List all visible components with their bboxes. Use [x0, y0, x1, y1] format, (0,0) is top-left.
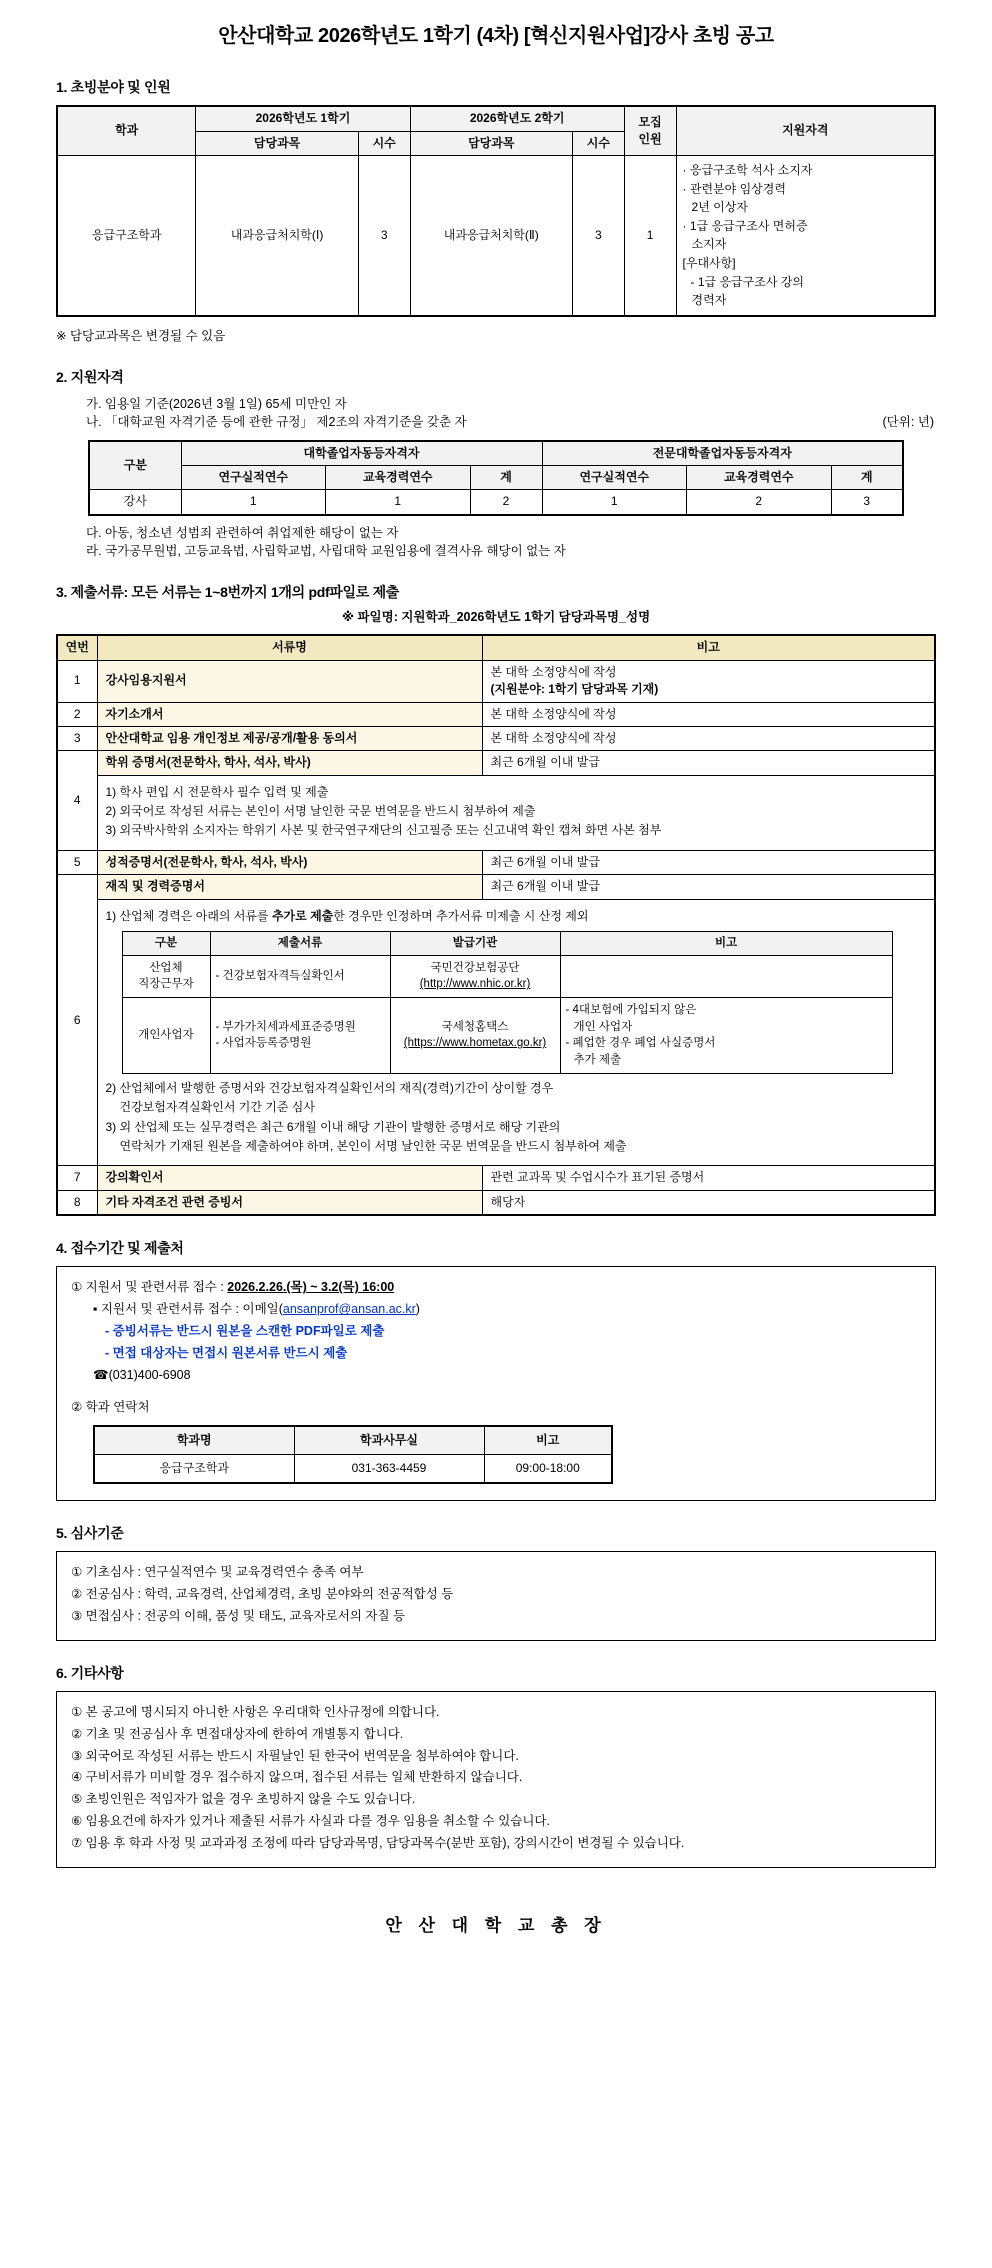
col-subject-1: 담당과목 [196, 131, 358, 155]
cell-row-label: 강사 [89, 490, 181, 515]
cell-remark [560, 955, 892, 997]
doc6-line-1-bold: 추가로 제출 [271, 908, 334, 923]
table-row [122, 955, 892, 997]
section-3-filename-note: ※ 파일명: 지원학과_2026학년도 1학기 담당과목명_성명 [341, 610, 651, 625]
qual-line-6: - 1급 응급구조사 강의 [690, 274, 804, 289]
cell-subject-2: 내과응급처치학(Ⅱ) [410, 156, 572, 316]
cell-doc-name: 안산대학교 임용 개인정보 제공/공개/활용 동의서 [97, 726, 482, 750]
section-2-item-2: 다. 아동, 청소년 성범죄 관련하여 취업제한 해당이 없는 자 [86, 525, 399, 540]
section-2-item-0: 가. 임용일 기준(2026년 3월 1일) 65세 미만인 자 [86, 397, 347, 412]
cell-doc-name: 자기소개서 [97, 702, 482, 726]
remark-line-1: 개인 사업자 [573, 1020, 633, 1033]
col-dept-office: 학과사무실 [294, 1426, 484, 1455]
cell-qualification [676, 156, 935, 316]
section-2-item-1-wrap [86, 413, 950, 431]
remark-line-2: - 폐업한 경우 폐업 사실증명서 [565, 1037, 716, 1050]
industry-docs-table [122, 931, 893, 1074]
section-3-heading: 3. 제출서류: 모든 서류는 1~8번까지 1개의 pdf파일로 제출 [56, 583, 400, 600]
section-4-heading: 4. 접수기간 및 제출처 [56, 1240, 184, 1257]
cell-no: 1 [57, 660, 97, 702]
col-college-total: 계 [831, 465, 903, 489]
cell-no: 7 [57, 1166, 97, 1190]
submit-email-post: ) [415, 1302, 420, 1317]
qual-line-5: [우대사항] [682, 256, 736, 271]
cell-no: 8 [57, 1190, 97, 1215]
section-2-item-3: 라. 국가공무원법, 고등교육법, 사립학교법, 사립대학 교원임용에 결격사유 해당이 없는 자 [86, 543, 566, 558]
cell-univ-research: 1 [181, 490, 326, 515]
col-issuer: 발급기관 [390, 932, 560, 956]
cell-issuer [390, 998, 560, 1074]
cell-remark: 최근 6개월 이내 발급 [482, 875, 935, 899]
other-item-1: ② 기초 및 전공심사 후 면접대상자에 한하여 개별통지 합니다. [71, 1726, 404, 1741]
col-univ-total: 계 [470, 465, 542, 489]
cell-remark [560, 998, 892, 1074]
other-item-2: ③ 외국어로 작성된 서류는 반드시 자필날인 된 한국어 번역문을 첨부하여야 합니다. [71, 1748, 519, 1763]
section-6-heading: 6. 기타사항 [56, 1664, 124, 1681]
dept-contact-table [93, 1425, 613, 1484]
table-row [57, 875, 935, 899]
col-qualification: 지원자격 [676, 106, 935, 155]
cell-doc4-details [97, 775, 935, 850]
col-dept: 학과 [57, 106, 196, 155]
cell-submit-docs [210, 955, 390, 997]
cell-doc-name: 성적증명서(전문학사, 학사, 석사, 박사) [97, 850, 482, 874]
docs-line-0: - 건강보험자격득실확인서 [215, 970, 345, 983]
cell-no: 6 [57, 875, 97, 1166]
remark-line-0: - 4대보험에 가입되지 않은 [565, 1004, 697, 1017]
issuer-line-0: 국민건강보험공단 [430, 961, 520, 974]
doc6-line-1-post: 한 경우만 인정하며 추가서류 미제출 시 산정 제외 [333, 908, 589, 923]
cell-no: 2 [57, 702, 97, 726]
submit-email-address[interactable]: ansanprof@ansan.ac.kr [282, 1302, 416, 1317]
cell-subject-1: 내과응급처치학(Ⅰ) [196, 156, 358, 316]
col-hours-2: 시수 [572, 131, 624, 155]
table-row [57, 660, 935, 702]
remark-line-0: 본 대학 소정양식에 작성 [490, 664, 617, 679]
col-division: 구분 [89, 441, 181, 490]
section-1-heading: 1. 초빙분야 및 인원 [56, 79, 171, 95]
docs-line-1: - 사업자등록증명원 [215, 1037, 312, 1050]
table-header-row [94, 1426, 612, 1455]
submit-note-interview: - 면접 대상자는 면접시 원본서류 반드시 제출 [105, 1346, 348, 1360]
table-row [57, 850, 935, 874]
cell-remark: 최근 6개월 이내 발급 [482, 850, 935, 874]
col-college-research: 연구실적연수 [542, 465, 687, 489]
cell-remark [482, 660, 935, 702]
qual-line-0: · 응급구조학 석사 소지자 [682, 163, 813, 178]
cell-count: 1 [624, 156, 676, 316]
cell-remark: 관련 교과목 및 수업시수가 표기된 증명서 [482, 1166, 935, 1190]
section-1-note: ※ 담당교과목은 변경될 수 있음 [56, 328, 226, 343]
section-5-box [56, 1551, 936, 1641]
col-univ-teaching: 교육경력연수 [326, 465, 471, 489]
receipt-period-date: 2026.2.26.(목) ~ 3.2(목) 16:00 [227, 1280, 395, 1295]
doc4-sub-0: 1) 학사 편입 시 전문학사 필수 입력 및 제출 [105, 784, 329, 799]
col-semester-1: 2026학년도 1학기 [196, 106, 410, 131]
cell-remark: 본 대학 소정양식에 작성 [482, 726, 935, 750]
cell-doc-name: 재직 및 경력증명서 [97, 875, 482, 899]
cell-no: 3 [57, 726, 97, 750]
cell-univ-teaching: 1 [326, 490, 471, 515]
col-semester-2: 2026학년도 2학기 [410, 106, 624, 131]
other-item-4: ⑤ 초빙인원은 적임자가 없을 경우 초빙하지 않을 수도 있습니다. [71, 1792, 416, 1807]
cell-division [122, 998, 210, 1074]
qual-line-3: · 1급 응급구조사 면허증 [682, 218, 808, 233]
col-remark: 비고 [482, 635, 935, 660]
qual-line-7: 경력자 [691, 293, 727, 308]
division-line-0: 산업체 [149, 961, 183, 974]
col-univ-research: 연구실적연수 [181, 465, 326, 489]
submit-email-label: ▪ 지원서 및 관련서류 접수 : 이메일( [93, 1302, 283, 1317]
col-no: 연번 [57, 635, 97, 660]
cell-doc-name: 강의확인서 [97, 1166, 482, 1190]
col-group-university: 대학졸업자동등자격자 [181, 441, 542, 466]
section-2-heading: 2. 지원자격 [56, 368, 124, 385]
table-row [89, 490, 903, 515]
documents-table-wrap [56, 634, 936, 1216]
cell-division [122, 955, 210, 997]
remark-line-1: (지원분야: 1학기 담당과목 기재) [490, 682, 659, 697]
page-title: 안산대학교 2026학년도 1학기 (4차) [혁신지원사업]강사 초빙 공고 [218, 25, 774, 47]
cell-submit-docs [210, 998, 390, 1074]
doc6-line-3: 3) 외 산업체 또는 실무경력은 최근 6개월 이내 해당 기관이 발행한 증명서로 해당 기관의 [105, 1119, 561, 1134]
col-dept-remark: 비고 [484, 1426, 612, 1455]
section-2-item-1: 나. 「대학교원 자격기준 등에 관한 규정」 제2조의 자격기준을 갖춘 자 [86, 415, 467, 430]
col-hours-1: 시수 [358, 131, 410, 155]
doc6-line-1-pre: 1) 산업체 경력은 아래의 서류를 [105, 908, 272, 923]
cell-dept-office: 031-363-4459 [294, 1454, 484, 1483]
other-item-5: ⑥ 임용요건에 하자가 있거나 제출된 서류가 사실과 다를 경우 임용을 취소할 수 있습니다. [71, 1814, 550, 1829]
table-header-row [57, 635, 935, 660]
table-row [57, 702, 935, 726]
receipt-period-line [71, 1277, 921, 1299]
col-division: 구분 [122, 932, 210, 956]
qual-line-4: 소지자 [691, 237, 727, 252]
cell-remark: 최근 6개월 이내 발급 [482, 751, 935, 775]
col-subject-2: 담당과목 [410, 131, 572, 155]
cell-dept-name: 응급구조학과 [94, 1454, 294, 1483]
receipt-period-label: ① 지원서 및 관련서류 접수 : [71, 1280, 228, 1295]
signature-line: 안 산 대 학 교 총 장 [385, 1915, 607, 1935]
review-criteria-0: ① 기초심사 : 연구실적연수 및 교육경력연수 충족 여부 [71, 1564, 364, 1579]
table-row [57, 726, 935, 750]
cell-hours-1: 3 [358, 156, 410, 316]
doc6-line-1 [106, 908, 927, 925]
cell-remark: 본 대학 소정양식에 작성 [482, 702, 935, 726]
col-group-college: 전문대학졸업자동등자격자 [542, 441, 903, 466]
col-remark: 비고 [560, 932, 892, 956]
col-submit-docs: 제출서류 [210, 932, 390, 956]
issuer-link-0[interactable]: (http://www.nhic.or.kr) [419, 978, 531, 991]
submit-phone: ☎(031)400-6908 [93, 1367, 191, 1382]
dept-contact-heading: ② 학과 연락처 [71, 1399, 150, 1414]
col-doc-name: 서류명 [97, 635, 482, 660]
doc4-sub-2: 3) 외국박사학위 소지자는 학위기 사본 및 한국연구재단의 신고필증 또는 신고내역 확인 캡쳐 화면 사본 첨부 [105, 823, 662, 838]
qual-line-2: 2년 이상자 [691, 200, 748, 215]
recruit-table-wrap [56, 105, 936, 317]
table-row-detail [57, 775, 935, 850]
cell-dept: 응급구조학과 [57, 156, 196, 316]
cell-doc-name: 기타 자격조건 관련 증빙서 [97, 1190, 482, 1215]
table-row [94, 1454, 612, 1483]
table-row-detail [57, 899, 935, 1166]
cell-no: 5 [57, 850, 97, 874]
table-row [57, 751, 935, 775]
cell-college-research: 1 [542, 490, 687, 515]
doc6-line-2: 2) 산업체에서 발행한 증명서와 건강보험자격실확인서의 재직(경력)기간이 상이할 경우 [105, 1080, 554, 1095]
qual-years-table [88, 440, 904, 516]
cell-univ-total: 2 [470, 490, 542, 515]
recruit-table [56, 105, 936, 317]
review-criteria-1: ② 전공심사 : 학력, 교육경력, 산업체경력, 초빙 분야와의 전공적합성 등 [71, 1586, 454, 1601]
col-dept-name: 학과명 [94, 1426, 294, 1455]
docs-line-0: - 부가가치세과세표준증명원 [215, 1020, 356, 1033]
section-5-heading: 5. 심사기준 [56, 1524, 124, 1541]
table-header-row [57, 106, 935, 131]
doc4-sub-1: 2) 외국어로 작성된 서류는 본인이 서명 날인한 국문 번역문을 반드시 첨부하여 제출 [105, 804, 536, 819]
table-header-row [89, 441, 903, 466]
other-item-6: ⑦ 임용 후 학과 사정 및 교과과정 조정에 따라 담당과목명, 담당과목수(분반 포함), 강의시간이 변경될 수 있습니다. [71, 1836, 685, 1851]
qual-line-1: · 관련분야 임상경력 [682, 181, 786, 196]
doc6-line-3b: 연락처가 기재된 원본을 제출하여야 하며, 본인이 서명 날인한 국문 번역문을 반드시 첨부하여 제출 [119, 1138, 627, 1153]
submit-note-scan: - 증빙서류는 반드시 원본을 스캔한 PDF파일로 제출 [105, 1324, 385, 1339]
table-row [122, 998, 892, 1074]
cell-doc-name: 학위 증명서(전문학사, 학사, 석사, 박사) [97, 751, 482, 775]
cell-no: 4 [57, 751, 97, 851]
cell-remark: 해당자 [482, 1190, 935, 1215]
issuer-link-1[interactable]: (https://www.hometax.go.kr) [403, 1037, 547, 1050]
doc6-line-2b: 건강보험자격실확인서 기간 기준 심사 [119, 1100, 315, 1115]
cell-hours-2: 3 [572, 156, 624, 316]
cell-college-total: 3 [831, 490, 903, 515]
table-row [57, 1166, 935, 1190]
cell-issuer [390, 955, 560, 997]
table-row [57, 156, 935, 316]
section-6-box [56, 1691, 936, 1868]
issuer-line-0: 국세청홈택스 [441, 1020, 509, 1033]
other-item-0: ① 본 공고에 명시되지 아니한 사항은 우리대학 인사규정에 의합니다. [71, 1704, 440, 1719]
other-item-3: ④ 구비서류가 미비할 경우 접수하지 않으며, 접수된 서류는 일체 반환하지 않습니다. [71, 1770, 523, 1785]
table-subheader-row [89, 465, 903, 489]
cell-doc-name: 강사임용지원서 [97, 660, 482, 702]
section-4-box [56, 1266, 936, 1500]
remark-line-3: 추가 제출 [573, 1054, 622, 1067]
cell-doc6-details [97, 899, 935, 1166]
col-count-line1: 모집 [638, 114, 662, 129]
documents-table [56, 634, 936, 1216]
division-line-1: 직장근무자 [138, 978, 194, 991]
col-college-teaching: 교육경력연수 [687, 465, 832, 489]
section-2-unit: (단위: 년) [882, 415, 934, 430]
table-row [57, 1190, 935, 1215]
col-count [624, 106, 676, 155]
cell-dept-remark: 09:00-18:00 [484, 1454, 612, 1483]
review-criteria-2: ③ 면접심사 : 전공의 이해, 품성 및 태도, 교육자로서의 자질 등 [71, 1608, 406, 1623]
table-header-row [122, 932, 892, 956]
submit-email-line [71, 1299, 921, 1321]
col-count-line2: 인원 [638, 132, 662, 147]
cell-college-teaching: 2 [687, 490, 832, 515]
division-line-0: 개인사업자 [138, 1029, 194, 1042]
qual-years-table-wrap [88, 440, 904, 516]
